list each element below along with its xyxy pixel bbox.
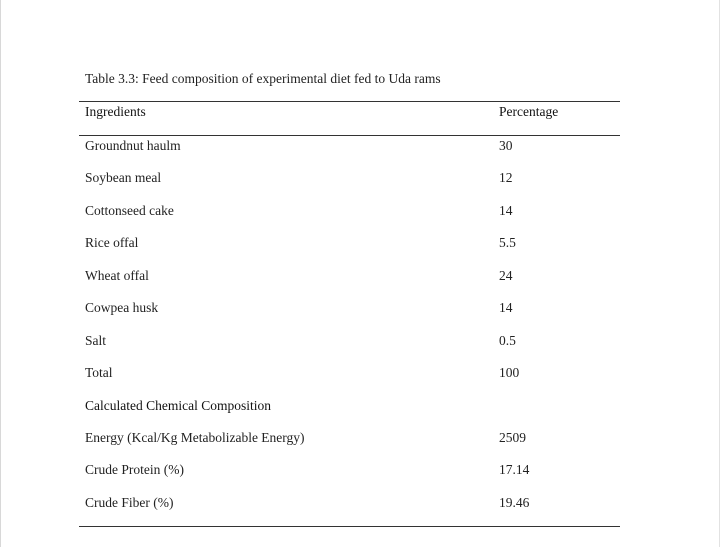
row-cottonseed-cake-value: 14: [499, 203, 513, 218]
row-cowpea-husk-value: 14: [499, 300, 513, 315]
row-crude-protein-value: 17.14: [499, 462, 530, 477]
row-rice-offal-value: 5.5: [499, 235, 516, 250]
row-rice-offal-name: Rice offal: [85, 235, 139, 250]
row-crude-fiber-name: Crude Fiber (%): [85, 495, 174, 510]
row-soybean-meal-value: 12: [499, 170, 513, 185]
row-wheat-offal-name: Wheat offal: [85, 268, 149, 283]
table-top-rule: [79, 101, 620, 102]
row-energy-name: Energy (Kcal/Kg Metabolizable Energy): [85, 430, 305, 445]
row-cottonseed-cake-name: Cottonseed cake: [85, 203, 174, 218]
page-edge-left: [0, 0, 1, 547]
row-groundnut-haulm-value: 30: [499, 138, 513, 153]
row-energy-value: 2509: [499, 430, 526, 445]
table-bottom-rule: [79, 526, 620, 527]
row-crude-protein-name: Crude Protein (%): [85, 462, 184, 477]
row-groundnut-haulm-name: Groundnut haulm: [85, 138, 181, 153]
row-soybean-meal-name: Soybean meal: [85, 170, 162, 185]
table-header-rule: [79, 135, 620, 136]
row-cowpea-husk-name: Cowpea husk: [85, 300, 159, 315]
row-crude-fiber-value: 19.46: [499, 495, 530, 510]
table-caption: Table 3.3: Feed composition of experimental diet fed to Uda rams: [85, 71, 441, 86]
section-title-chemical-composition: Calculated Chemical Composition: [85, 398, 271, 413]
row-wheat-offal-value: 24: [499, 268, 513, 283]
row-total-value: 100: [499, 365, 520, 380]
header-ingredients: Ingredients: [85, 104, 146, 119]
header-percentage: Percentage: [499, 104, 559, 119]
row-salt-name: Salt: [85, 333, 107, 348]
row-salt-value: 0.5: [499, 333, 516, 348]
row-total-name: Total: [85, 365, 113, 380]
